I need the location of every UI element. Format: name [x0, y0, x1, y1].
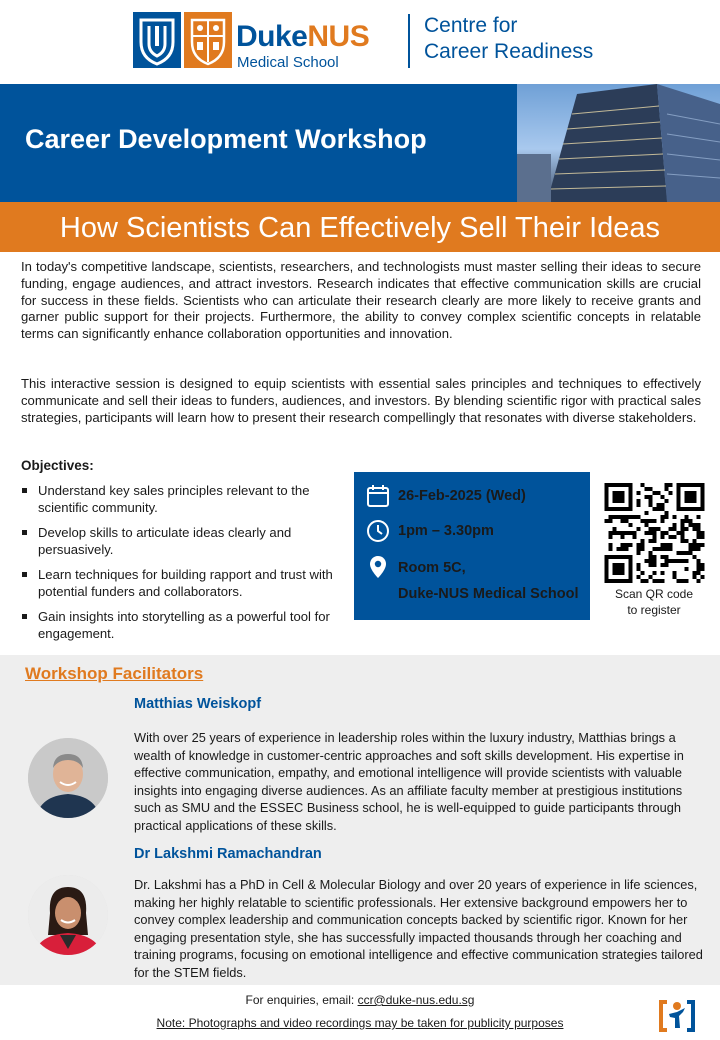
venue-line-2: Duke-NUS Medical School — [398, 586, 579, 602]
facilitator-name: Matthias Weiskopf — [134, 696, 262, 712]
event-date-row — [366, 484, 526, 508]
venue-line-1: Room 5C, — [398, 560, 466, 576]
event-venue — [398, 555, 578, 607]
facilitator-photo-matthias — [28, 738, 108, 818]
subtitle-band — [0, 202, 720, 252]
centre-name-line2: Career Readiness — [424, 40, 594, 63]
brand-duke: Duke — [236, 20, 308, 53]
publicity-note: Note: Photographs and video recordings may be taken for publicity purposes — [156, 1016, 564, 1030]
objective-item: Gain insights into storytelling as a powerful tool for engagement. — [21, 608, 343, 642]
location-pin-icon — [366, 555, 390, 579]
registration-qr-code[interactable] — [603, 483, 706, 583]
event-venue-row — [366, 555, 578, 607]
brand-nus: NUS — [307, 20, 370, 53]
header-divider — [408, 14, 410, 68]
facilitators-title: Workshop Facilitators — [25, 664, 204, 683]
banner-title: Career Development Workshop — [25, 124, 427, 154]
enquiry-prefix: For enquiries, email: — [245, 993, 358, 1007]
facilitator-bio: With over 25 years of experience in leadership roles within the luxury industry, Matthias brings a wealth of knowledge in customer-centric approaches and soft skills development. His expertise in effective communication, empathy, and emotional intelligence will provide scientists with valuable insights into engaging diverse audiences. As an affiliate faculty member at prestigious institutions such as SMU and the ESSEC Business school, he is well-equipped to guide participants through practical applications of these skills. — [134, 730, 684, 833]
objective-item: Understand key sales principles relevant to the scientific community. — [21, 482, 343, 516]
title-banner — [0, 84, 720, 202]
duke-shield-logo — [133, 12, 181, 68]
objectives-list — [21, 482, 343, 650]
enquiry-email-link[interactable]: ccr@duke-nus.edu.sg — [357, 993, 475, 1007]
brand-name — [236, 20, 369, 54]
objective-item: Learn techniques for building rapport and trust with potential funders and collaborators. — [21, 566, 343, 600]
workshop-subtitle: How Scientists Can Effectively Sell Their Ideas — [59, 212, 661, 244]
brand-subtitle: Medical School — [237, 54, 339, 71]
building-photo — [517, 84, 720, 202]
objectives-title: Objectives: — [21, 458, 94, 473]
qr-caption-line-1: Scan QR code — [614, 587, 694, 601]
centre-name-line1: Centre for — [424, 14, 518, 37]
qr-caption — [600, 586, 708, 618]
intro-paragraph-1: In today's competitive landscape, scientists, researchers, and technologists must master selling their ideas to secure funding, engage audiences, and attract investors. Research indicates that effective communication skills are crucial for success in these fields. Scientists who can articulate their research clearly are more likely to receive grants and garner public support for their projects. Furthermore, the ability to convey complex scientific concepts in relatable terms can significantly enhance collaboration opportunities and innovation. — [21, 259, 701, 342]
enquiry-line — [0, 993, 720, 1007]
qr-caption-line-2: to register — [627, 603, 681, 617]
facilitator-photo-lakshmi — [28, 875, 108, 955]
facilitator-bio: Dr. Lakshmi has a PhD in Cell & Molecular Biology and over 20 years of experience in life sciences, making her highly relatable to scientific professionals. Her extensive background empowers her to convey complex leadership and communication concepts backed by scientific rigor. Known for her engaging presentation style, she has successfully impacted thousands through her coaching and training programs, focusing on emotional intelligence and effective communication strategies tailored for the STEM fields. — [134, 877, 703, 980]
header — [0, 0, 720, 84]
intro-paragraph-2: This interactive session is designed to equip scientists with essential sales principles and techniques to effectively communicate and sell their ideas to funders, audiences, and investors. By blending scientific rigor with practical sales strategies, participants will learn how to present their research compellingly that resonates with diverse stakeholders. — [21, 376, 701, 425]
facilitator-name: Dr Lakshmi Ramachandran — [134, 846, 322, 862]
calendar-icon — [366, 484, 390, 508]
event-date: 26-Feb-2025 (Wed) — [398, 488, 526, 504]
nus-crest-logo — [184, 12, 232, 68]
ccr-logo — [655, 994, 699, 1034]
event-time: 1pm – 3.30pm — [398, 523, 494, 539]
clock-icon — [366, 519, 390, 543]
event-time-row — [366, 519, 494, 543]
objective-item: Develop skills to articulate ideas clearly and persuasively. — [21, 524, 343, 558]
